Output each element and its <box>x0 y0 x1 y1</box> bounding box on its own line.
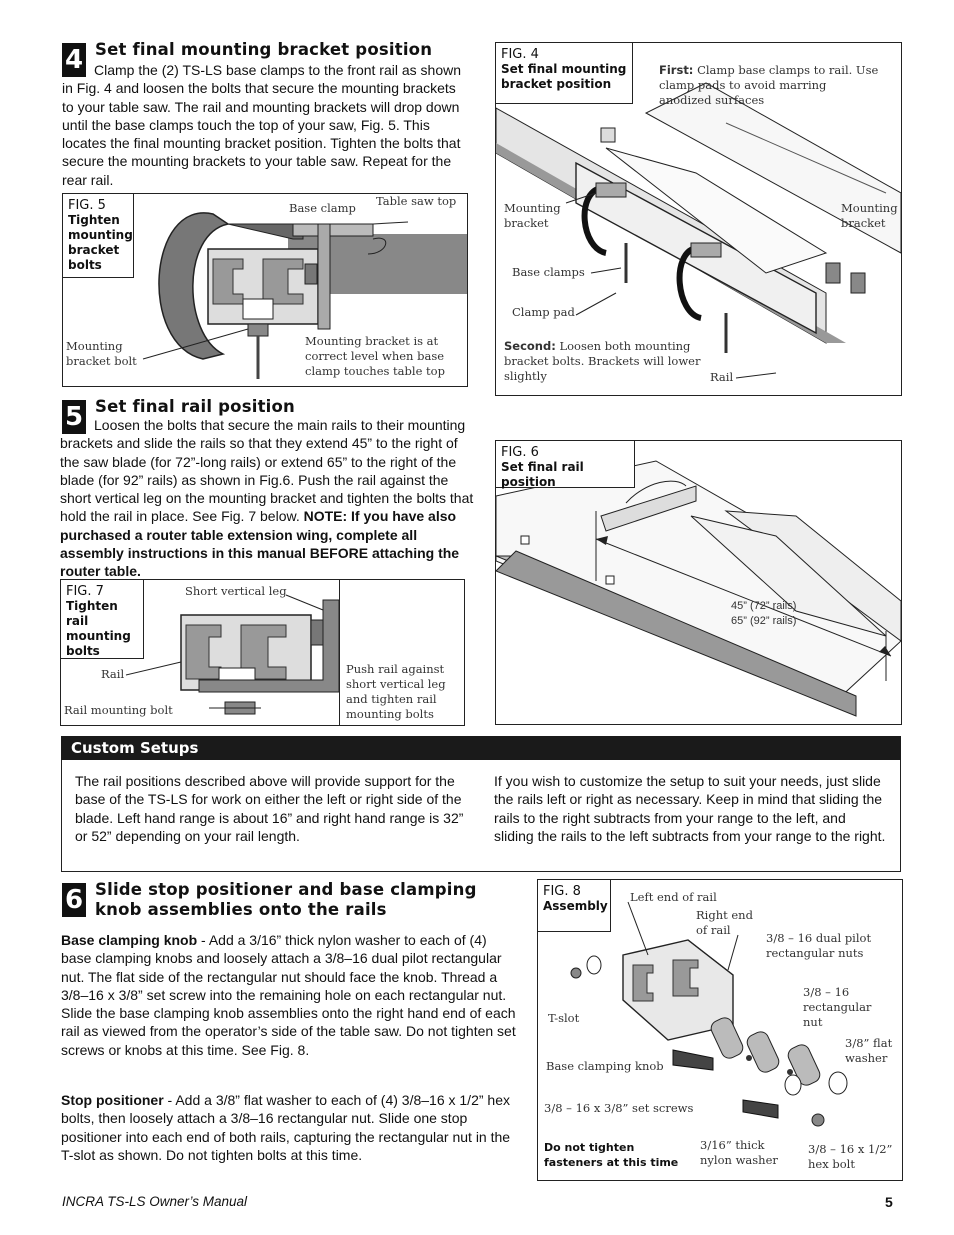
fig5-box <box>62 193 468 387</box>
step-6-title-line1: Slide stop positioner and base clamping <box>95 880 477 899</box>
step-5-note: NOTE: If you have also purchased a router table extension wing, complete all assembly instructions in this manual BEFORE attaching the router table. <box>60 508 460 580</box>
fig7-rail-bolt-label: Rail mounting bolt <box>64 703 173 717</box>
step-4-number: 4 <box>62 43 86 77</box>
fig5-label <box>63 194 134 278</box>
fig7-short-leg-label: Short vertical leg <box>185 584 287 598</box>
step-6-para-2-text: Add a 3/8” flat washer to each of (4) 3/8–16 x 1/2” hex bolts, then loosely attach a 3/8–16 rectangular nut. Slide one stop positioner into each end of both rails, capturing the rectangular nut in the T-slot as shown. Do not tighten bolts at this time. <box>61 1092 511 1163</box>
fig7-caption: Tighten rail mounting bolts <box>66 599 131 658</box>
fig8-flat-washer-label: 3/8” flat washer <box>845 1036 893 1065</box>
fig8-dual-pilot-label: 3/8 – 16 dual pilot rectangular nuts <box>766 931 872 960</box>
fig8-tslot-label: T-slot <box>548 1011 580 1025</box>
fig6-box <box>495 440 902 725</box>
fig7-box <box>60 579 465 726</box>
fig8-box <box>537 879 903 1181</box>
fig4-first-note <box>659 63 879 108</box>
fig8-right-end-label: Right end of rail <box>696 908 753 937</box>
step-6-title-line2: knob assemblies onto the rails <box>95 900 387 919</box>
step-5-title: Set final rail position <box>95 397 295 416</box>
step-4-title: Set final mounting bracket position <box>95 40 433 59</box>
fig4-mounting-bracket-left-label: Mounting bracket <box>504 201 561 230</box>
fig5-note: Mounting bracket is at correct level when base clamp touches table top <box>305 334 445 378</box>
step-6-para-1-text: Add a 3/16” thick nylon washer to each of (4) base clamping knobs and loosely attach a 3/8–16 dual pilot rectangular nut. The flat side of the rectangular nut should face the knob. Thread a 3/8–16 x 3/8” set screw into the remaining hole on each rectangular nut. Slide the base clamping knob assemblies onto the right hand end of each rail as viewed from the operator’s side of the table saw. Do not tighten set screws or knobs at this time. See Fig. 8. <box>61 932 516 1058</box>
step-5-body: Loosen the bolts that secure the main rails to their mounting brackets and slide the rails so that they extend 45” to the right of the saw blade (for 72”-long rails) or extend 65” to the right of the blade (for 92” rails) as shown in Fig.6. Push the rail against the short vertical leg on the mounting bracket and tighten the bolts that hold the rail in place. See Fig. 7 below. <box>60 417 474 525</box>
footer-page-number: 5 <box>885 1194 893 1210</box>
fig6-caption: Set final rail position <box>501 460 584 489</box>
fig4-base-clamps-label: Base clamps <box>512 265 585 279</box>
step-6-number: 6 <box>62 883 86 917</box>
custom-setups-title: Custom Setups <box>61 736 901 760</box>
fig8-caption: Assembly <box>543 899 608 913</box>
fig4-second-text: Loosen both mounting bracket bolts. Brackets will lower slightly <box>504 339 701 383</box>
fig6-dim2: 65” (92” rails) <box>731 615 797 627</box>
fig6-label <box>496 441 635 488</box>
step-4-text: Clamp the (2) TS-LS base clamps to the front rail as shown in Fig. 4 and loosen the bolts that secure the mounting brackets to your table saw. The rail and mounting brackets will drop down until the base clamps touch the top of your saw, Fig. 5. This locates the final mounting bracket position. Tighten the bolts that secure the mounting brackets to your table saw. Repeat for the rear rail. <box>62 62 462 188</box>
footer-manual-title: INCRA TS-LS Owner’s Manual <box>62 1194 248 1209</box>
fig4-label <box>496 43 633 104</box>
fig4-rail-label: Rail <box>710 370 734 384</box>
custom-setups-right: If you wish to customize the setup to suit your needs, just slide the rails left or right as necessary. Keep in mind that sliding the rails to the right subtracts from your range to the left, and sliding the rails to the left subtracts from your range to the right. <box>494 773 886 844</box>
fig4-second-note <box>504 339 704 384</box>
step-5-number: 5 <box>62 400 86 434</box>
fig5-mounting-bracket-bolt-label: Mounting bracket bolt <box>66 339 137 368</box>
fig7-push-note: Push rail against short vertical leg and tighten rail mounting bolts <box>346 662 446 721</box>
fig5-base-clamp-label: Base clamp <box>289 201 356 215</box>
fig8-hex-bolt-label: 3/8 – 16 x 1/2” hex bolt <box>808 1142 893 1171</box>
fig8-set-screws-label: 3/8 – 16 x 3/8” set screws <box>544 1101 694 1115</box>
step-6-para-1: Base clamping knob - Add a 3/16” thick nylon washer to each of (4) base clamping knobs and loosely attach a 3/8–16 dual pilot rectangular nut. The flat side of the rectangular nut should face the knob. Thread a 3/8–16 x 3/8” set screw into the remaining hole on each rectangular nut. Slide the base clamping knob assemblies onto the right hand end of each rail as viewed from the operator’s side of the table saw. Do not tighten set screws or knobs at this time. See Fig. 8. <box>61 932 516 1058</box>
step-6-para-2: Stop positioner - Add a 3/8” flat washer to each of (4) 3/8–16 x 1/2” hex bolts, then loosely attach a 3/8–16 rectangular nut. Slide one stop positioner into each end of both rails, capturing the rectangular nut in the T-slot as shown. Do not tighten bolts at this time. <box>61 1092 511 1163</box>
fig8-number: FIG. 8 <box>543 884 581 899</box>
fig5-number: FIG. 5 <box>68 198 106 213</box>
fig5-table-saw-top-label: Table saw top <box>376 194 457 208</box>
fig8-rect-nut-label: 3/8 – 16 rectangular nut <box>803 985 872 1029</box>
step-5-text <box>60 416 480 581</box>
fig4-caption: Set final mounting bracket position <box>501 62 627 91</box>
step-6-para-2-head: Stop positioner <box>61 1092 164 1108</box>
fig4-box <box>495 42 902 396</box>
fig6-dim1: 45” (72” rails) <box>731 600 797 612</box>
step-6-para-1-head: Base clamping knob <box>61 932 198 948</box>
fig8-left-end-label: Left end of rail <box>630 890 717 904</box>
fig8-nylon-label: 3/16” thick nylon washer <box>700 1138 778 1167</box>
fig8-label <box>538 880 611 932</box>
fig4-number: FIG. 4 <box>501 47 539 62</box>
fig4-clamp-pad-label: Clamp pad <box>512 305 575 319</box>
custom-setups-left: The rail positions described above will provide support for the base of the TS-LS for work on either the left or right side of the blade. Left hand range is about 16” and right hand range is 32” or 52” depending on your rail length. <box>75 773 464 844</box>
fig7-number: FIG. 7 <box>66 584 104 599</box>
fig4-second-label: Second: <box>504 339 556 353</box>
fig6-number: FIG. 6 <box>501 445 539 460</box>
fig7-rail-label: Rail <box>101 667 125 681</box>
fig8-do-not-note: Do not tighten fasteners at this time <box>544 1141 679 1169</box>
fig7-label <box>61 580 144 659</box>
fig4-first-text: Clamp base clamps to rail. Use clamp pads to avoid marring anodized surfaces <box>659 63 879 107</box>
fig5-caption: Tighten mounting bracket bolts <box>68 213 133 272</box>
fig8-base-knob-label: Base clamping knob <box>546 1059 664 1073</box>
fig4-first-label: First: <box>659 63 694 77</box>
fig4-mounting-bracket-right-label: Mounting bracket <box>841 201 898 230</box>
